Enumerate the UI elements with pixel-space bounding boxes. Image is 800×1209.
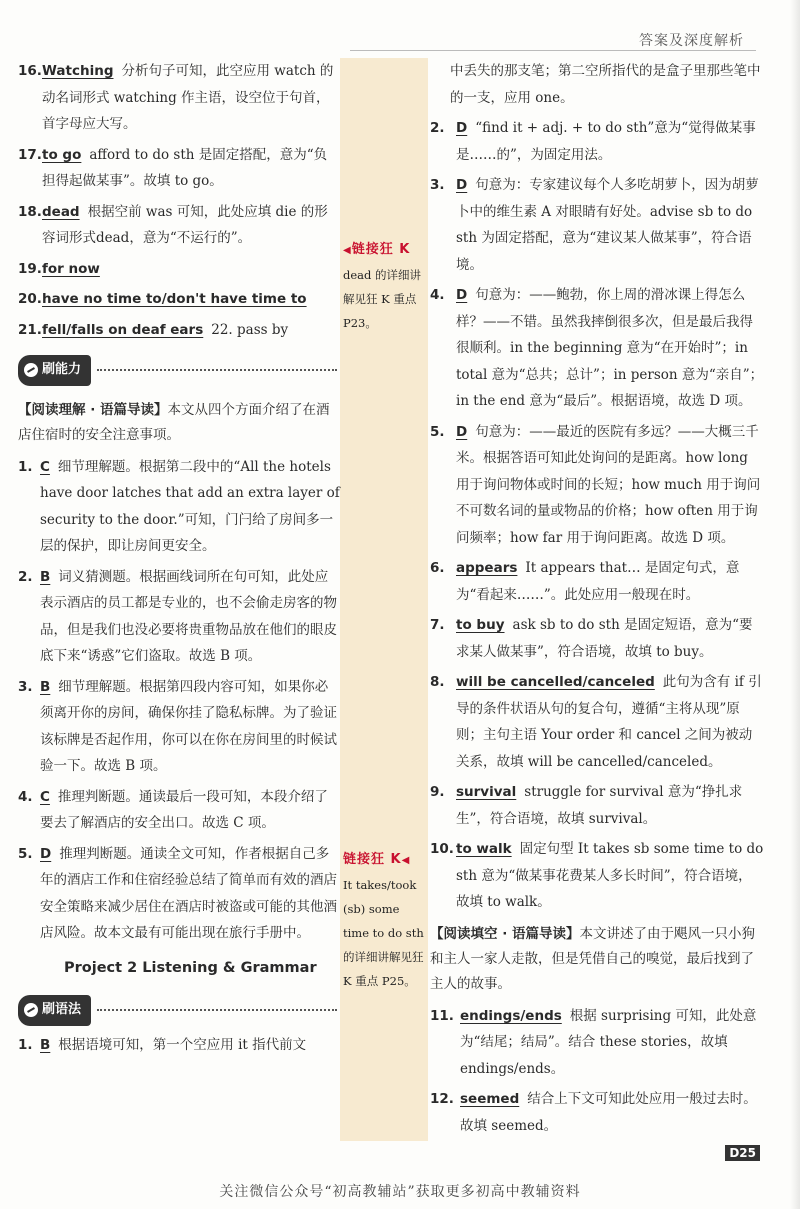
explanation-text: 固定句型 It takes sb some time to do sth 意为“做某事花费某人多长时间”，符合语境，故填 to walk。 bbox=[456, 841, 764, 910]
grammar-answers-cont bbox=[430, 115, 765, 916]
explanation-text: 结合上下文可知此处应用一般过去时。故填 seemed。 bbox=[460, 1091, 757, 1134]
answer-key: C bbox=[40, 788, 50, 805]
item-number: 8. bbox=[430, 674, 445, 690]
answer-key: will be cancelled/canceled bbox=[456, 674, 655, 690]
answer-key: Watching bbox=[42, 63, 114, 79]
answer-key: survival bbox=[456, 784, 517, 800]
explanation-text: afford to do sth 是固定搭配，意为“负担得起做某事”。故填 to go。 bbox=[42, 146, 328, 189]
answer-key: fell/falls on deaf ears bbox=[42, 321, 204, 338]
item-number: 7. bbox=[430, 617, 445, 633]
project-title: Project 2 Listening & Grammar bbox=[64, 959, 317, 976]
answer-key: dead bbox=[42, 203, 80, 220]
answer-item bbox=[18, 784, 340, 837]
explanation-text: 细节理解题。根据第二段中的“All the hotels have door latches that add an extra layer of security to the door.”可知，门闩给了房间多一层的保护，即让房间更安全。 bbox=[40, 458, 340, 554]
cloze-guide bbox=[430, 922, 765, 997]
link-title-text: 链接狂 K bbox=[343, 852, 402, 867]
answer-key: endings/ends bbox=[460, 1007, 562, 1024]
link-note-dead bbox=[343, 238, 425, 335]
item-number: 18. bbox=[18, 203, 42, 220]
explanation-text: 推理判断题。通读最后一段可知，本段介绍了要去了解酒店的安全出口。故选 C 项。 bbox=[40, 788, 328, 831]
explanation-text: 句意为：专家建议每个人多吃胡萝卜，因为胡萝卜中的维生素 A 对眼睛有好处。advise sb to do sth 为固定搭配，意为“建议某人做某事”，符合语境。 bbox=[456, 177, 759, 273]
explanation-text: 推理判断题。通读全文可知，作者根据自己多年的酒店工作和住宿经验总结了简单而有效的酒店安全策略来减少居住在酒店时被盗或可能的其他酒店风险。故本文最有可能出现在旅行手册中。 bbox=[40, 845, 337, 941]
badge-pill bbox=[18, 995, 91, 1026]
item-number: 19. bbox=[18, 260, 42, 277]
answer-item bbox=[18, 142, 340, 195]
page-edge-shadow bbox=[790, 0, 800, 1209]
answer-item bbox=[18, 454, 340, 560]
reading-guide-text: 本文从四个方面介绍了在酒店住宿时的安全注意事项。 bbox=[18, 401, 330, 443]
badge-pill bbox=[18, 355, 91, 386]
footer-note: 关注微信公众号“初高教辅站”获取更多初高中教辅资料 bbox=[219, 1184, 581, 1200]
item-number: 2. bbox=[18, 568, 33, 585]
explanation-text: 细节理解题。根据第四段内容可知，如果你必须离开你的房间，确保你挂了隐私标牌。为了验证该标牌是否起作用，你可以在你在房间里的时候试验一下。故选 B 项。 bbox=[40, 678, 337, 774]
badge-ability bbox=[18, 355, 337, 386]
badge-grammar bbox=[18, 995, 337, 1026]
link-text: dead 的详细讲解见狂 K 重点 P23。 bbox=[343, 268, 422, 330]
answer-item bbox=[18, 317, 340, 344]
answer-item bbox=[430, 779, 765, 832]
item-number: 12. bbox=[430, 1091, 454, 1107]
answer-item bbox=[430, 172, 765, 278]
arrow-left-icon: ◀ bbox=[343, 245, 352, 256]
item-number: 4. bbox=[430, 287, 445, 303]
right-column bbox=[430, 58, 765, 1143]
answer-key: D bbox=[40, 845, 52, 862]
left-column bbox=[18, 58, 340, 1062]
answer-item bbox=[18, 58, 340, 138]
answer-item bbox=[430, 669, 765, 775]
answer-key: B bbox=[40, 678, 51, 695]
answer-item bbox=[18, 841, 340, 947]
answer-item bbox=[430, 555, 765, 608]
answer-key: B bbox=[40, 1036, 51, 1053]
answer-key: C bbox=[40, 458, 50, 475]
item-number: 11. bbox=[430, 1007, 454, 1024]
arrow-left-icon: ◀ bbox=[401, 855, 411, 866]
explanation-text: 此句为含有 if 引导的条件状语从句的复合句，遵循“主将从现”原则；主句主语 Your order 和 cancel 之间为被动关系，故填 will be cancelled/canceled。 bbox=[456, 674, 762, 770]
item-number: 3. bbox=[430, 177, 445, 193]
page-header: 答案及深度解析 bbox=[639, 33, 744, 49]
answer-item bbox=[18, 674, 340, 780]
explanation-text: “find it + adj. + to do sth”意为“觉得做某事是……的”，为固定用法。 bbox=[456, 120, 756, 163]
answer-key: for now bbox=[42, 260, 100, 277]
pen-icon bbox=[24, 363, 38, 377]
item-number: 2. bbox=[430, 120, 445, 136]
answer-key: have no time to/don't have time to bbox=[42, 291, 307, 307]
answer-key: appears bbox=[456, 560, 518, 576]
item-number: 10. bbox=[430, 841, 454, 857]
answer-item bbox=[18, 256, 340, 283]
page-number: D25 bbox=[725, 1145, 760, 1161]
explanation-text: 词义猜测题。根据画线词所在句可知，此处应表示酒店的员工都是专业的，也不会偷走房客的物品，但是我们也没必要将贵重物品放在他们的眼皮底下来“诱惑”它们盗取。故选 B 项。 bbox=[40, 568, 337, 664]
answer-key: D bbox=[456, 423, 468, 440]
item-number: 4. bbox=[18, 788, 33, 805]
item-number: 1. bbox=[18, 1036, 33, 1053]
item-number: 17. bbox=[18, 146, 42, 163]
vocab-answers bbox=[18, 58, 340, 343]
answer-key: B bbox=[40, 568, 51, 585]
item-number: 5. bbox=[430, 423, 445, 440]
answer-key: to go bbox=[42, 146, 82, 163]
badge-label: 刷能力 bbox=[42, 362, 82, 377]
continuation-text: 中丢失的那支笔；第二空所指代的是盒子里那些笔中的一支，应用 one。 bbox=[450, 63, 761, 106]
reading-guide bbox=[18, 398, 340, 448]
explanation-text: 句意为：——鲍勃，你上周的滑冰课上得怎么样？——不错。虽然我摔倒很多次，但是最后我得很顺利。in the beginning 意为“在开始时”；in total 意为“总共；总计”；in person 意为“亲自”；in the end 意为“最后”。根据语境，故选 D 项。 bbox=[456, 287, 764, 409]
link-title-text: 链接狂 K bbox=[351, 242, 411, 257]
item-number: 5. bbox=[18, 845, 33, 862]
reading-guide-tag: 【阅读理解 · 语篇导读】 bbox=[18, 401, 168, 418]
dotted-divider bbox=[97, 1009, 337, 1011]
cloze-guide-text: 本文讲述了由于飓风一只小狗和主人一家人走散，但是凭借自己的嗅觉，最后找到了主人的故事。 bbox=[430, 925, 756, 992]
grammar-answers bbox=[18, 1032, 340, 1059]
answer-key: D bbox=[456, 177, 468, 193]
item-number: 1. bbox=[18, 458, 33, 475]
reading-answers bbox=[18, 454, 340, 947]
link-title bbox=[343, 238, 425, 263]
item-number: 16. bbox=[18, 63, 42, 79]
cloze-answers bbox=[430, 1003, 765, 1140]
explanation-text: It appears that… 是固定句式，意为“看起来……”。此处应用一般现在时。 bbox=[456, 560, 740, 603]
answer-item bbox=[430, 612, 765, 665]
item-number: 9. bbox=[430, 784, 445, 800]
answer-item bbox=[430, 115, 765, 168]
explanation-text: 根据语境可知，第一个空应用 it 指代前文 bbox=[58, 1036, 307, 1053]
explanation-text: 句意为：——最近的医院有多远？——大概三千米。根据答语可知此处询问的是距离。how long 用于询问物体或时间的长短；how much 用于询问不可数名词的量或物品的价格；how often 用于询问频率；how far 用于询问距离。故选 D 项。 bbox=[456, 423, 761, 546]
link-title bbox=[343, 848, 425, 873]
dotted-divider bbox=[97, 369, 337, 371]
answer-item bbox=[18, 286, 340, 313]
answer-item bbox=[430, 1003, 765, 1083]
explanation-text: 根据 surprising 可知，此处意为“结尾；结局”。结合 these stories，故填 endings/ends。 bbox=[460, 1007, 757, 1077]
item-number: 6. bbox=[430, 560, 445, 576]
answer-item bbox=[18, 199, 340, 252]
answer-item bbox=[18, 564, 340, 670]
answer-item bbox=[430, 282, 765, 415]
item-number: 21. bbox=[18, 321, 42, 338]
explanation-text: 分析句子可知，此空应用 watch 的动名词形式 watching 作主语，设空位于句首，首字母应大写。 bbox=[42, 63, 334, 132]
link-text: It takes/took (sb) some time to do sth 的详细讲解见狂 K 重点 P25。 bbox=[343, 878, 424, 988]
answer-key: D bbox=[456, 287, 468, 303]
explanation-text: 根据空前 was 可知，此处应填 die 的形容词形式dead，意为“不运行的”。 bbox=[42, 203, 328, 246]
pen-icon bbox=[24, 1003, 38, 1017]
answer-key: to walk bbox=[456, 841, 512, 857]
answer-item bbox=[430, 836, 765, 916]
item-number: 3. bbox=[18, 678, 33, 695]
answer-item bbox=[430, 419, 765, 552]
cloze-guide-tag: 【阅读填空 · 语篇导读】 bbox=[430, 925, 580, 942]
link-note-it-takes bbox=[343, 848, 425, 993]
explanation-text: struggle for survival 意为“挣扎求生”，符合语境，故填 survival。 bbox=[456, 784, 743, 827]
header-rule bbox=[350, 50, 756, 51]
explanation-text: ask sb to do sth 是固定短语，意为“要求某人做某事”，符合语境，故填 to buy。 bbox=[456, 617, 753, 660]
answer-key: D bbox=[456, 120, 468, 136]
explanation-text: 22. pass by bbox=[211, 321, 289, 338]
answer-key: to buy bbox=[456, 617, 505, 633]
answer-item bbox=[18, 1032, 340, 1059]
badge-label: 刷语法 bbox=[42, 1002, 82, 1017]
answer-key: seemed bbox=[460, 1091, 520, 1107]
item-number: 20. bbox=[18, 291, 42, 307]
answer-item bbox=[430, 1086, 765, 1139]
